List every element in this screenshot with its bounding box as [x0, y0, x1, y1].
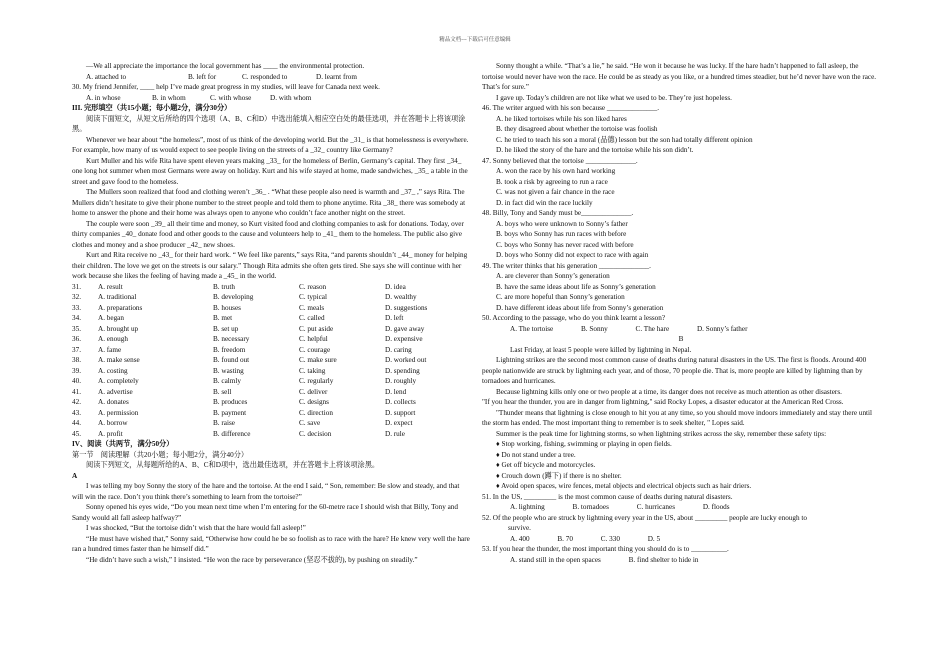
choice-a: A. permission — [98, 408, 139, 417]
passage-a-paragraph: I was shocked, “But the tortoise didn’t wish that the hare would fall asleep!” — [86, 524, 306, 532]
q30-option-a: A. in whose — [86, 93, 121, 102]
choice-number: 37. — [72, 345, 81, 354]
choice-number: 36. — [72, 335, 81, 343]
choice-c: C. put aside — [299, 324, 334, 333]
choice-row — [72, 418, 470, 429]
choice-c: C. courage — [299, 345, 331, 354]
choice-row — [72, 345, 470, 356]
q50-option-b: B. Sonny — [580, 324, 608, 333]
cloze-paragraph-1: Whenever we hear about “the homeless”, most of us think of the developing world. But the _31_ is that homelessness is everywhere. For example, how many of us would expect to see people living on the streets of a _32_ country like Germany? — [72, 135, 469, 154]
choice-b: B. met — [213, 314, 233, 322]
choice-a: A. costing — [98, 366, 128, 375]
choice-d: D. wealthy — [385, 293, 417, 301]
q48-option-b: B. boys who Sonny has run races with before — [496, 230, 627, 238]
choice-number: 39. — [72, 366, 81, 375]
q51-stem: 51. In the US, _________ is the most common cause of deaths during natural disasters. — [482, 492, 733, 501]
choice-d: D. rule — [385, 429, 405, 438]
q53-options — [482, 555, 880, 566]
q30-option-c: C. with whose — [210, 93, 252, 102]
choice-c: C. save — [299, 419, 321, 427]
q47-option-c: C. was not given a fair chance in the race — [496, 188, 615, 196]
choice-number: 33. — [72, 303, 81, 312]
choice-row — [72, 324, 470, 335]
passage-b-label: B — [678, 335, 684, 343]
choice-number: 44. — [72, 419, 81, 427]
choice-row — [72, 313, 470, 324]
section4-title: IV、阅读（共两节，满分50分） — [72, 440, 174, 448]
choice-d: D. roughly — [385, 377, 417, 385]
cloze-paragraph-3: The Mullers soon realized that food and clothing weren’t _36_ . “What these people also need is warmth and _37_ ,” says Rita. The Mullers didn’t hesitate to give their phone number to the street people and told them to phone anytime. Rita _38_ there was somebody at home to answer the phone and their home was always open to anyone who couldn’t face another night on the street. — [72, 188, 466, 217]
q51-option-c: C. hurricanes — [636, 503, 676, 511]
choice-d: D. worked out — [385, 356, 427, 364]
choice-d: D. left — [385, 314, 404, 322]
choice-number: 45. — [72, 429, 81, 438]
choice-row — [72, 408, 470, 419]
safety-tip: ♦ Get off bicycle and motorcycles. — [496, 461, 596, 469]
choice-b: B. set up — [213, 324, 239, 333]
choice-a: A. traditional — [98, 293, 137, 301]
choice-d: D. suggestions — [385, 303, 428, 312]
choice-c: C. meals — [299, 303, 325, 312]
choice-a: A. completely — [98, 377, 139, 385]
choice-number: 42. — [72, 398, 81, 406]
choice-number: 43. — [72, 408, 81, 417]
choice-b: B. calmly — [213, 377, 241, 385]
choice-d: D. spending — [385, 366, 420, 375]
choice-row — [72, 387, 470, 398]
choice-number: 32. — [72, 293, 81, 301]
choice-b: B. sell — [213, 387, 232, 396]
safety-tip: ♦ Crouch down (蹲下) if there is no shelter. — [496, 471, 622, 480]
choice-row — [72, 376, 470, 387]
choice-a: A. fame — [98, 345, 122, 354]
q30-stem: 30. My friend Jennifer, ____ help I’ve made great progress in my studies, will leave for Canada next week. — [72, 83, 380, 91]
choice-number: 41. — [72, 387, 81, 396]
choice-a: A. borrow — [98, 419, 128, 427]
choice-row — [72, 397, 470, 408]
choice-row — [72, 429, 470, 440]
choice-row — [72, 292, 470, 303]
choice-c: C. taking — [299, 366, 326, 375]
choice-b: B. houses — [213, 303, 241, 312]
q29-option-a: A. attached to — [86, 72, 127, 81]
passage-a-label: A — [72, 471, 78, 480]
q50-options — [482, 324, 880, 335]
choice-number: 31. — [72, 282, 81, 291]
choice-row — [72, 355, 470, 366]
cloze-paragraph-2: Kurt Muller and his wife Rita have spent eleven years making _33_ for the homeless of Berlin, Germany’s capital. They first _34_ one long hot summer when most Germans were away on holiday. Kurt and his wife stayed at home, made sandwiches, _35_ a table in the street and gave food to the homeless. — [72, 156, 468, 186]
q49-option-c: C. are more hopeful than Sonny’s generation — [496, 293, 625, 301]
choice-b: B. wasting — [213, 366, 244, 375]
choice-a: A. profit — [98, 429, 123, 438]
cloze-paragraph-5: Kurt and Rita receive no _43_ for their hard work. “ We feel like parents,” says Rita, “and parents shouldn’t _44_ money for helping their children. The love we get on the streets is our salary.” Though Rita admits she often gets tired. She says she will continue with her work because she likes the feeling of having made a _45_ in the world. — [72, 251, 468, 280]
q50-option-d: D. Sonny’s father — [696, 324, 748, 333]
passage-b-paragraph: "If you hear the thunder, you are in danger from lightning," said Rocky Lopes, a disaster educator at the American Red Cross. — [482, 398, 844, 406]
choice-d: D. idea — [385, 282, 406, 291]
choice-number: 34. — [72, 314, 81, 322]
choice-c: C. make sure — [299, 356, 337, 364]
section4-instructions: 阅读下列短文，从每题所给的A、B、C和D项中，选出最佳选项，并在答题卡上将该项涂黑。 — [86, 461, 380, 469]
passage-b-paragraph: Last Friday, at least 5 people were killed by lightning in Nepal. — [510, 345, 692, 354]
q47-option-b: B. took a risk by agreeing to run a race — [496, 177, 608, 186]
q46-option-c: C. he tried to teach his son a moral (品德) lesson but the son had totally different opinion — [496, 135, 753, 144]
q51-option-a: A. lightning — [510, 503, 545, 511]
choice-a: A. enough — [98, 335, 128, 343]
q52-option-c: C. 330 — [600, 534, 620, 543]
section4-part1-title: 第一节 阅读理解（共20小题；每小题2分，满分40分） — [72, 450, 249, 459]
q50-stem: 50. According to the passage, who do you think learnt a lesson? — [482, 314, 666, 322]
q49-option-d: D. have different ideas about life from Sonny’s generation — [496, 303, 664, 312]
choice-number: 38. — [72, 356, 81, 364]
choice-d: D. lend — [385, 387, 407, 396]
choice-d: D. collects — [385, 398, 416, 406]
q52-option-b: B. 70 — [557, 534, 573, 543]
passage-b-paragraph: "Thunder means that lightning is close enough to hit you at any time, so you should move indoors immediately and stay there until the storm has ended. The most important thing to remember is to seek shelter, " Lopes said. — [482, 408, 873, 427]
passage-a-paragraph: I was telling my boy Sonny the story of the hare and the tortoise. At the end I said, “ Son, remember: Be slow and steady, and that will win the race. Don’t you think there’s something to learn from the tortoise?” — [72, 482, 460, 501]
choice-d: D. expect — [385, 419, 413, 427]
q50-option-c: C. The hare — [635, 324, 670, 333]
choice-number: 40. — [72, 377, 81, 385]
q51-options — [482, 502, 880, 513]
q46-option-b: B. they disagreed about whether the tortoise was foolish — [496, 125, 658, 133]
passage-b-paragraph: Lightning strikes are the second most common cause of deaths during natural disasters in the US. The first is floods. Around 400 people nationwide are struck by lightning each year, and of those, 70 people die. That is, more people are killed by lightning than by tornadoes and hurricanes. — [482, 356, 867, 385]
q52-stem: 52. Of the people who are struck by lightning every year in the US, about _________ people are lucky enough to — [482, 513, 807, 522]
choice-a: A. make sense — [98, 356, 140, 364]
choice-a: A. brought up — [98, 324, 139, 333]
safety-tip: ♦ Stop working, fishing, swimming or playing in open fields. — [496, 440, 672, 448]
q29-stem: —We all appreciate the importance the local government has ____ the environmental protection. — [86, 62, 365, 70]
choice-number: 35. — [72, 324, 81, 333]
passage-a-paragraph: Sonny thought a while. “That’s a lie,” he said. “He won it because he was lucky. If the hare hadn’t happened to fall asleep, the tortoise would never have won the race. He could be as steady as you like, or a hundred times steadier, but he’d never have won the race. That’s for sure.” — [482, 62, 877, 91]
q51-option-b: B. tornadoes — [572, 503, 609, 511]
q47-option-a: A. won the race by his own hard working — [496, 167, 616, 175]
choice-b: B. necessary — [213, 335, 250, 343]
q49-option-a: A. are cleverer than Sonny’s generation — [496, 272, 610, 280]
passage-b-paragraph: Because lightning kills only one or two people at a time, its danger does not receive as much attention as other disasters. — [496, 387, 842, 396]
section3-instructions: 阅读下面短文，从短文后所给的四个选项（A、B、C和D）中选出能填入相应空白处的最佳选项，并在答题卡上将该项涂黑。 — [72, 114, 466, 133]
q53-option-b: B. find shelter to hide in — [628, 555, 699, 564]
q48-option-a: A. boys who were unknown to Sonny’s father — [496, 219, 628, 228]
choice-d: D. expensive — [385, 335, 423, 343]
choice-c: C. reason — [299, 282, 327, 291]
choice-c: C. regularly — [299, 377, 334, 385]
choice-d: D. caring — [385, 345, 412, 354]
choice-c: C. helpful — [299, 335, 328, 343]
section3-title: III. 完形填空（共15小题；每小题2分，满分30分） — [72, 104, 232, 112]
choice-b: B. difference — [213, 429, 251, 438]
q46-option-d: D. he liked the story of the hare and the tortoise while his son didn’t. — [496, 146, 694, 154]
q49-stem: 49. The writer thinks that his generation ______________. — [482, 261, 651, 270]
choice-b: B. payment — [213, 408, 247, 417]
cloze-paragraph-4: The couple were soon _39_ all their time and money, so Kurt visited food and clothing companies to ask for donations. Today, over thirty companies _40_ donate food and other goods to the cause and volunteers help to _41_ them to the homeless. The public also give clothes and money and a shoe producer _42_ new shoes. — [72, 219, 464, 249]
choice-a: A. donates — [98, 398, 129, 406]
choice-c: C. direction — [299, 408, 333, 417]
choice-c: C. typical — [299, 293, 327, 301]
choice-row — [72, 282, 470, 293]
choice-c: C. decision — [299, 429, 332, 438]
passage-a-paragraph: I gave up. Today’s children are not like what we used to be. They’re just hopeless. — [496, 93, 732, 102]
safety-tip: ♦ Avoid open spaces, wire fences, metal objects and electrical objects such as hair driers. — [496, 482, 752, 490]
q51-option-d: D. floods — [702, 503, 730, 511]
choice-b: B. found out — [213, 356, 250, 364]
q29-options — [72, 72, 470, 83]
q47-stem: 47. Sonny believed that the tortoise ______________. — [482, 156, 638, 165]
passage-b-paragraph: Summer is the peak time for lightning storms, so when lightning strikes across the sky, remember these safety tips: — [496, 429, 827, 438]
page-header: 精品文档---下载后可任意编辑 — [439, 37, 511, 43]
safety-tip: ♦ Do not stand under a tree. — [496, 450, 576, 459]
choice-b: B. raise — [213, 419, 235, 427]
passage-a-paragraph: Sonny opened his eyes wide, “Do you mean next time when I’m entering for the 60-metre race I should wish that Billy, Tony and Sandy would all fall asleep halfway?” — [72, 503, 458, 522]
q46-stem: 46. The writer argued with his son because ______________. — [482, 104, 659, 112]
q46-option-a: A. he liked tortoises while his son liked hares — [496, 114, 627, 123]
q30-option-b: B. in whom — [152, 93, 186, 102]
choice-row — [72, 334, 470, 345]
passage-a-paragraph: “He must have wished that,” Sonny said, “Otherwise how could he be so foolish as to race with the hare? He knew very well the hare ran a hundred times faster than he himself did.” — [72, 534, 470, 553]
q53-option-a: A. stand still in the open spaces — [510, 555, 601, 564]
choice-b: B. freedom — [213, 345, 246, 354]
passage-a-paragraph: “He didn’t have such a wish,” I insisted. “He won the race by perseverance (坚忍不拔的), by pushing on steadily.” — [86, 555, 418, 564]
q52-options — [482, 534, 880, 545]
q29-option-c: C. responded to — [242, 72, 288, 81]
choice-a: A. preparations — [98, 303, 143, 312]
q48-stem: 48. Billy, Tony and Sandy must be______________. — [482, 209, 634, 217]
q29-option-b: B. left for — [188, 72, 217, 81]
choice-a: A. result — [98, 282, 123, 291]
choice-a: A. advertise — [98, 387, 133, 396]
choice-b: B. truth — [213, 282, 235, 291]
q47-option-d: D. in fact did win the race luckily — [496, 198, 593, 207]
choice-b: B. developing — [213, 293, 254, 301]
q50-option-a: A. The tortoise — [510, 324, 554, 333]
choice-row — [72, 366, 470, 377]
right-column — [482, 61, 880, 565]
choice-d: D. support — [385, 408, 416, 417]
q30-options — [72, 93, 470, 104]
choice-c: C. deliver — [299, 387, 328, 396]
choice-a: A. began — [98, 314, 124, 322]
cloze-choice-table — [72, 282, 470, 440]
q49-option-b: B. have the same ideas about life as Sonny’s generation — [496, 282, 656, 291]
choice-c: C. designs — [299, 398, 329, 406]
q29-option-d: D. learnt from — [316, 72, 357, 81]
q48-option-d: D. boys who Sonny did not expect to race with again — [496, 251, 649, 259]
choice-b: B. produces — [213, 398, 248, 406]
q53-stem: 53. If you hear the thunder, the most important thing you should do is to __________. — [482, 545, 729, 553]
choice-d: D. gave away — [385, 324, 425, 333]
choice-c: C. called — [299, 314, 325, 322]
q52-option-d: D. 5 — [647, 534, 661, 543]
q52-stem-continued: survive. — [508, 524, 531, 532]
q30-option-d: D. with whom — [270, 93, 312, 102]
q48-option-c: C. boys who Sonny has never raced with before — [496, 240, 634, 249]
choice-row — [72, 303, 470, 314]
left-column — [72, 61, 470, 565]
q52-option-a: A. 400 — [510, 534, 530, 543]
